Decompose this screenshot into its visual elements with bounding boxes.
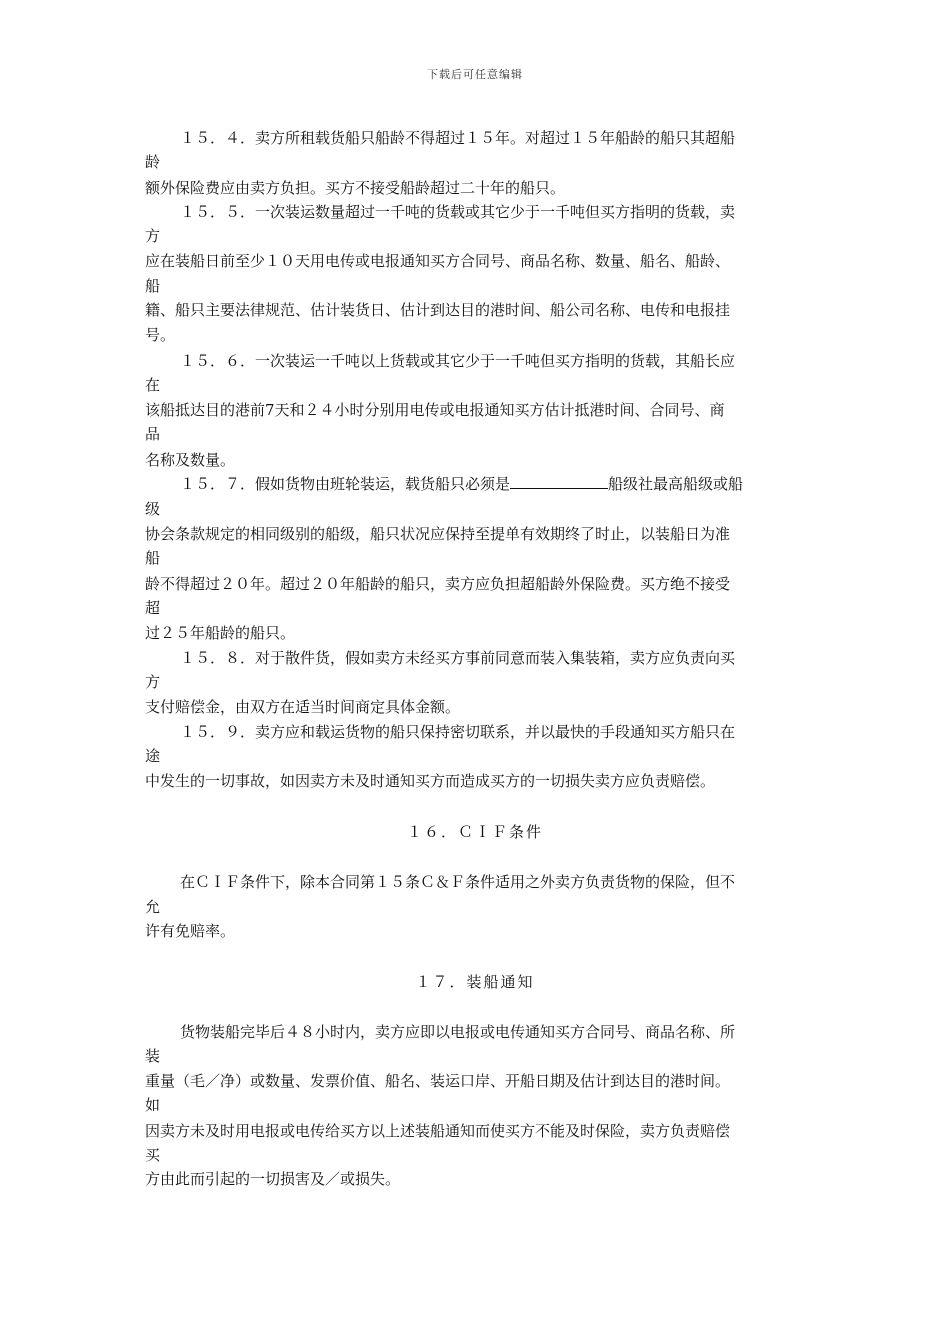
clause-15-5-line-5: 籍、船只主要法律规范、估计装货日、估计到达目的港时间、船公司名称、电传和电报挂	[145, 301, 731, 319]
clause-15-6-line-5: 名称及数量。	[145, 451, 236, 469]
section-16-line-2: 允	[145, 898, 161, 916]
clause-15-7-line-7: 过２５年船龄的船只。	[145, 624, 296, 642]
clause-15-7-line-5: 龄不得超过２０年。超过２０年船龄的船只，卖方应负担超船龄外保险费。买方绝不接受	[145, 575, 731, 593]
section-17-line-2: 装	[145, 1047, 161, 1065]
clause-15-9-line-1: １５．９．卖方应和载运货物的船只保持密切联系，并以最快的手段通知买方船只在	[180, 723, 736, 741]
section-16-line-1: 在ＣＩＦ条件下，除本合同第１５条Ｃ＆Ｆ条件适用之外卖方负责货物的保险，但不	[180, 873, 736, 891]
clause-15-6-line-4: 品	[145, 425, 161, 443]
section-17-line-6: 买	[145, 1146, 161, 1164]
clause-15-7-line-1-post: 船级社最高船级或船	[608, 475, 744, 493]
clause-15-7-line-2: 级	[145, 500, 161, 518]
clause-15-8-line-3: 支付赔偿金，由双方在适当时间商定具体金额。	[145, 698, 461, 716]
clause-15-5-line-6: 号。	[145, 326, 176, 344]
section-16-heading: １６．ＣＩＦ条件	[406, 823, 543, 841]
clause-15-5-line-3: 应在装船日前至少１０天用电传或电报通知买方合同号、商品名称、数量、船名、船龄、	[145, 252, 731, 270]
section-17-line-4: 如	[145, 1096, 161, 1114]
fill-in-blank	[510, 474, 608, 489]
section-17-line-3: 重量（毛／净）或数量、发票价值、船名、装运口岸、开船日期及估计到达目的港时间。	[145, 1072, 731, 1090]
clause-15-4-line-3: 额外保险费应由卖方负担。买方不接受船龄超过二十年的船只。	[145, 179, 566, 197]
section-17-line-5: 因卖方未及时用电报或电传给买方以上述装船通知而使买方不能及时保险，卖方负责赔偿	[145, 1122, 731, 1140]
section-17-heading: １７．装船通知	[415, 973, 535, 991]
clause-15-9-line-3: 中发生的一切事故，如因卖方未及时通知买方而造成买方的一切损失卖方应负责赔偿。	[145, 772, 716, 790]
clause-15-5-line-1: １５．５．一次装运数量超过一千吨的货载或其它少于一千吨但买方指明的货载，卖	[180, 203, 736, 221]
section-16-line-3: 许有免赔率。	[145, 922, 236, 940]
clause-15-6-line-1: １５．６．一次装运一千吨以上货载或其它少于一千吨但买方指明的货载，其船长应	[180, 352, 736, 370]
clause-15-7-line-1-pre: １５．７．假如货物由班轮装运，载货船只必须是	[180, 475, 511, 493]
clause-15-6-line-2: 在	[145, 376, 161, 394]
header-note: 下载后可任意编辑	[427, 68, 523, 81]
clause-15-4-line-2: 龄	[145, 153, 161, 171]
clause-15-7-line-6: 超	[145, 599, 161, 617]
clause-15-8-line-2: 方	[145, 673, 161, 691]
clause-15-8-line-1: １５．８．对于散件货，假如卖方未经买方事前同意而装入集装箱，卖方应负责向买	[180, 649, 736, 667]
clause-15-7-line-3: 协会条款规定的相同级别的船级，船只状况应保持至提单有效期终了时止，以装船日为准	[145, 525, 731, 543]
clause-15-5-line-2: 方	[145, 227, 161, 245]
clause-15-6-line-3: 该船抵达目的港前7天和２４小时分别用电传或电报通知买方估计抵港时间、合同号、商	[145, 401, 725, 419]
clause-15-4-line-1: １５．４．卖方所租载货船只船龄不得超过１５年。对超过１５年船龄的船只其超船	[180, 129, 736, 147]
section-17-line-1: 货物装船完毕后４８小时内，卖方应即以电报或电传通知买方合同号、商品名称、所	[180, 1023, 736, 1041]
clause-15-7-line-4: 船	[145, 549, 161, 567]
clause-15-5-line-4: 船	[145, 277, 161, 295]
clause-15-7-line-1	[180, 474, 743, 494]
clause-15-9-line-2: 途	[145, 747, 161, 765]
section-17-line-7: 方由此而引起的一切损害及／或损失。	[145, 1170, 401, 1188]
